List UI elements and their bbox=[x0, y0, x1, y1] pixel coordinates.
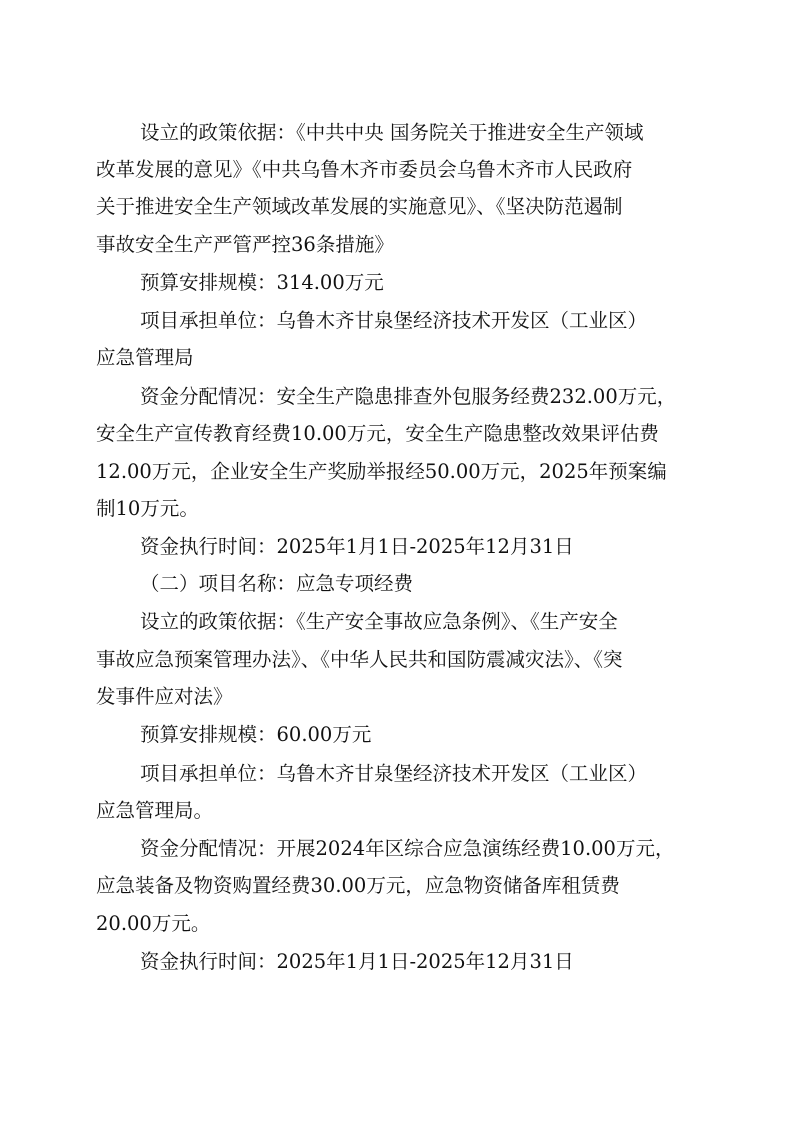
budget-scale-1: 预算安排规模：314.00万元 bbox=[140, 271, 384, 294]
responsible-unit-1-line-1: 项目承担单位：乌鲁木齐甘泉堡经济技术开发区（工业区） bbox=[140, 309, 648, 332]
fund-allocation-1-line-4: 制10万元。 bbox=[96, 497, 199, 520]
project-2-heading: （二）项目名称：应急专项经费 bbox=[140, 572, 414, 595]
fund-allocation-1-line-2: 安全生产宣传教育经费10.00万元，安全生产隐患整改效果评估费 bbox=[96, 422, 659, 445]
fund-allocation-2-line-3: 20.00万元。 bbox=[96, 912, 211, 935]
responsible-unit-2-line-2: 应急管理局。 bbox=[96, 799, 214, 822]
fund-allocation-1-line-3: 12.00万元，企业安全生产奖励举报经50.00万元，2025年预案编 bbox=[96, 460, 667, 483]
policy-basis-2-line-2: 事故应急预案管理办法》、《中华人民共和国防震减灾法》、《突 bbox=[96, 648, 623, 671]
execution-time-2: 资金执行时间：2025年1月1日-2025年12月31日 bbox=[140, 950, 574, 973]
fund-allocation-1-line-1: 资金分配情况：安全生产隐患排查外包服务经费232.00万元， bbox=[140, 385, 677, 408]
policy-basis-2-line-1: 设立的政策依据：《生产安全事故应急条例》、《生产安全 bbox=[140, 610, 618, 633]
execution-time-1: 资金执行时间：2025年1月1日-2025年12月31日 bbox=[140, 535, 574, 558]
budget-scale-2: 预算安排规模：60.00万元 bbox=[140, 723, 372, 746]
policy-basis-1-line-2: 改革发展的意见》《中共乌鲁木齐市委员会乌鲁木齐市人民政府 bbox=[96, 158, 633, 181]
responsible-unit-1-line-2: 应急管理局 bbox=[96, 346, 194, 369]
policy-basis-1-line-3: 关于推进安全生产领域改革发展的实施意见》、《坚决防范遏制 bbox=[96, 195, 623, 218]
policy-basis-2-line-3: 发事件应对法》 bbox=[96, 685, 233, 708]
policy-basis-1-line-1: 设立的政策依据：《中共中央 国务院关于推进安全生产领域 bbox=[140, 121, 644, 144]
fund-allocation-2-line-1: 资金分配情况：开展2024年区综合应急演练经费10.00万元， bbox=[140, 837, 675, 860]
responsible-unit-2-line-1: 项目承担单位：乌鲁木齐甘泉堡经济技术开发区（工业区） bbox=[140, 762, 648, 785]
policy-basis-1-line-4: 事故安全生产严管严控36条措施》 bbox=[96, 233, 394, 256]
fund-allocation-2-line-2: 应急装备及物资购置经费30.00万元，应急物资储备库租赁费 bbox=[96, 874, 620, 897]
